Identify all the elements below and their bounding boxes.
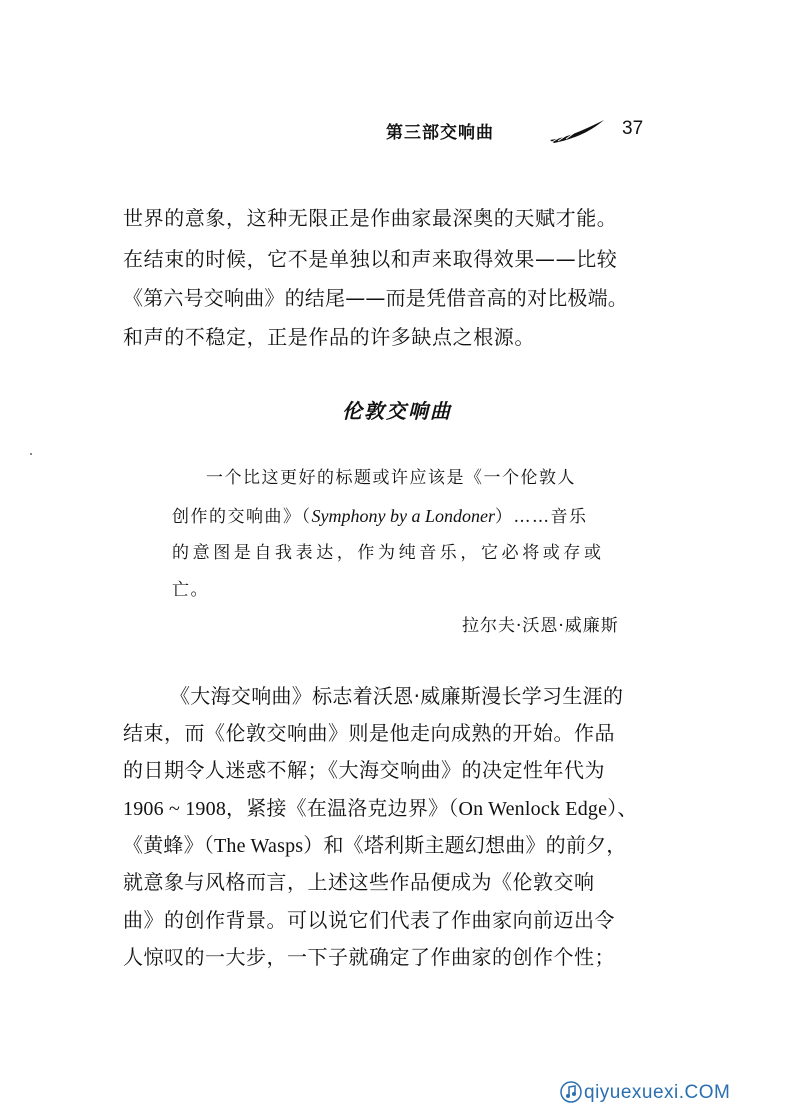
epigraph-text: ）……音乐 <box>494 507 588 527</box>
paragraph-line: 《第六号交响曲》的结尾——而是凭借音高的对比极端。 <box>123 286 628 310</box>
paragraph-line: 的日期令人迷惑不解；《大海交响曲》的决定性年代为 <box>123 758 605 782</box>
paragraph-line: 结束，而《伦敦交响曲》则是他走向成熟的开始。作品 <box>123 721 615 745</box>
epigraph-text: 创作的交响曲》（ <box>172 507 312 527</box>
paragraph-line <box>123 832 626 859</box>
quill-icon <box>548 116 608 146</box>
paragraph-line: 就意象与风格而言，上述这些作品便成为《伦敦交响 <box>123 870 595 894</box>
epigraph-attribution: 拉尔夫·沃恩·威廉斯 <box>462 616 619 636</box>
running-head-title: 第三部交响曲 <box>386 123 494 143</box>
margin-mark <box>30 453 32 455</box>
paragraph-line: 和声的不稳定，正是作品的许多缺点之根源。 <box>123 325 535 349</box>
paragraph-line: 在结束的时候，它不是单独以和声来取得效果——比较 <box>123 247 618 271</box>
paragraph-line: 世界的意象，这种无限正是作曲家最深奥的天赋才能。 <box>123 206 618 230</box>
latin-title: On Wenlock Edge <box>458 798 608 820</box>
music-note-icon <box>560 1081 582 1103</box>
epigraph-line <box>172 504 587 529</box>
section-heading: 伦敦交响曲 <box>342 399 452 423</box>
paragraph-text: ）和《塔利斯主题幻想曲》的前夕， <box>303 833 627 857</box>
epigraph-line: 亡。 <box>172 580 209 600</box>
latin-title: The Wasps <box>214 835 304 857</box>
epigraph-line: 一个比这更好的标题或许应该是《一个伦敦人 <box>206 468 576 488</box>
page-number: 37 <box>622 118 644 139</box>
paragraph-line: 人惊叹的一大步，一下子就确定了作曲家的创作个性； <box>123 945 615 969</box>
epigraph-latin-title: Symphony by a Londoner <box>311 506 495 526</box>
paragraph-text: 《黄蜂》（ <box>123 833 214 857</box>
epigraph-line: 的意图是自我表达，作为纯音乐，它必将或存或 <box>172 543 605 563</box>
year-range: 1906 ~ 1908 <box>123 798 227 820</box>
paragraph-text: ）、 <box>607 796 638 820</box>
paragraph-text: ，紧接《在温洛克边界》（ <box>226 796 459 820</box>
watermark: qiyuexuexi.COM <box>584 1082 731 1103</box>
paragraph-line <box>123 795 638 822</box>
paragraph-line: 《大海交响曲》标志着沃恩·威廉斯漫长学习生涯的 <box>170 684 624 708</box>
paragraph-line: 曲》的创作背景。可以说它们代表了作曲家向前迈出令 <box>123 908 615 932</box>
